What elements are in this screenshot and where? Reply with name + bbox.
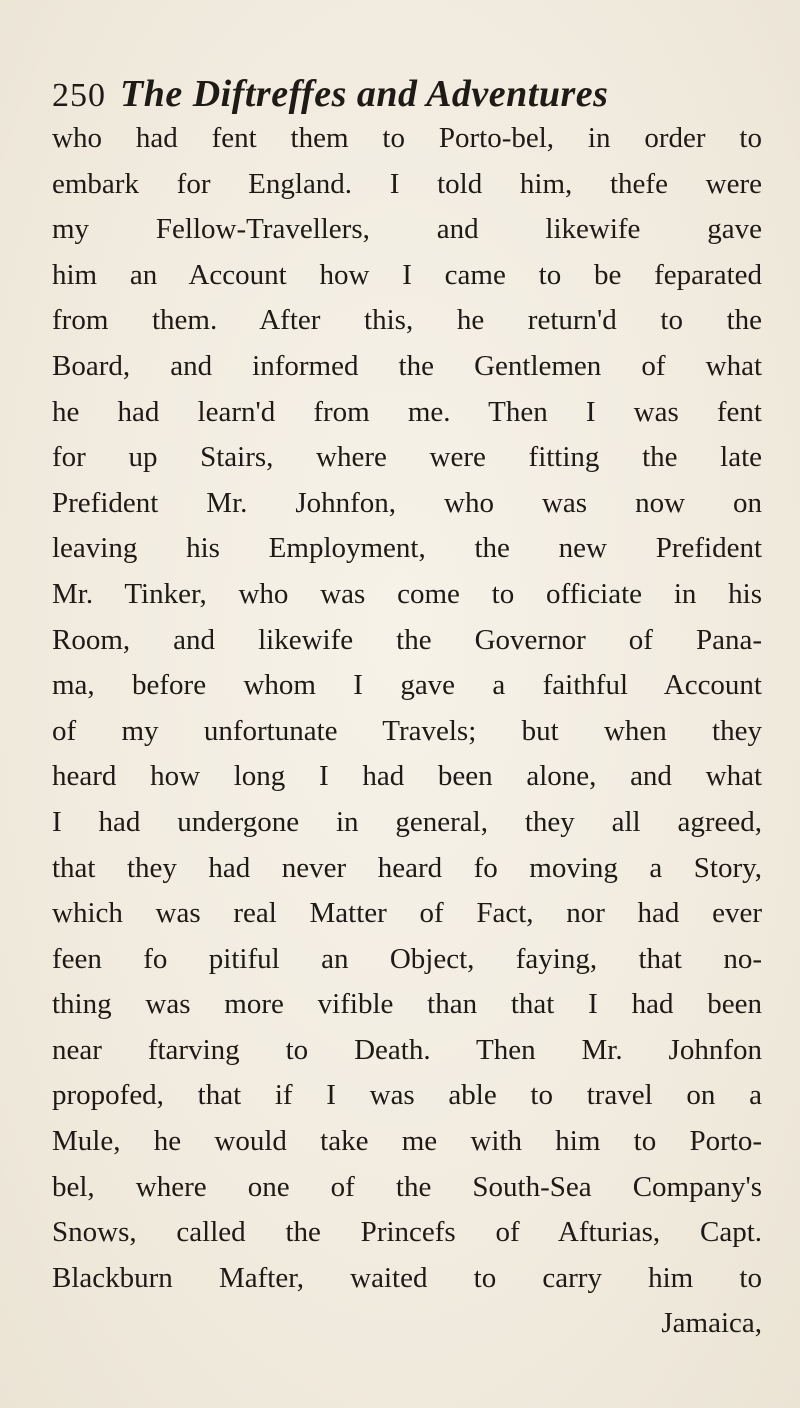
text-line: from them. After this, he return'd to the — [52, 304, 762, 337]
catchword: Jamaica, — [661, 1307, 762, 1340]
page-header — [52, 72, 608, 116]
text-line: for up Stairs, where were fitting the late — [52, 441, 762, 474]
text-line: Blackburn Mafter, waited to carry him to — [52, 1261, 762, 1294]
text-line: him an Account how I came to be feparated — [52, 258, 762, 291]
text-line: Mule, he would take me with him to Porto- — [52, 1125, 762, 1158]
text-line: I had undergone in general, they all agreed, — [52, 805, 762, 838]
text-line: leaving his Employment, the new Prefident — [52, 532, 762, 565]
text-line: heard how long I had been alone, and what — [52, 760, 762, 793]
text-line: of my unfortunate Travels; but when they — [52, 714, 762, 747]
running-head: The Diftreffes and Adventures — [120, 73, 609, 115]
text-line: propofed, that if I was able to travel on a — [52, 1079, 762, 1112]
text-line: bel, where one of the South-Sea Company's — [52, 1170, 762, 1203]
text-line: which was real Matter of Fact, nor had ever — [52, 897, 762, 930]
body-text — [52, 116, 762, 1347]
text-line: thing was more vifible than that I had been — [52, 988, 762, 1021]
text-line: that they had never heard fo moving a Story, — [52, 851, 762, 884]
page-number: 250 — [52, 77, 106, 114]
text-line: who had fent them to Porto-bel, in order to — [52, 122, 762, 154]
text-line: feen fo pitiful an Object, faying, that no- — [52, 942, 762, 975]
text-line: Mr. Tinker, who was come to officiate in his — [52, 577, 762, 610]
text-line: my Fellow-Travellers, and likewife gave — [52, 213, 762, 246]
text-line: Board, and informed the Gentlemen of what — [52, 349, 762, 382]
text-line: ma, before whom I gave a faithful Account — [52, 669, 762, 702]
text-line: Prefident Mr. Johnfon, who was now on — [52, 486, 762, 519]
text-line: embark for England. I told him, thefe were — [52, 167, 762, 200]
text-line: Snows, called the Princefs of Afturias, Capt. — [52, 1216, 762, 1249]
text-line: Room, and likewife the Governor of Pana- — [52, 623, 762, 656]
text-line: he had learn'd from me. Then I was fent — [52, 395, 762, 428]
text-line: near ftarving to Death. Then Mr. Johnfon — [52, 1033, 762, 1066]
